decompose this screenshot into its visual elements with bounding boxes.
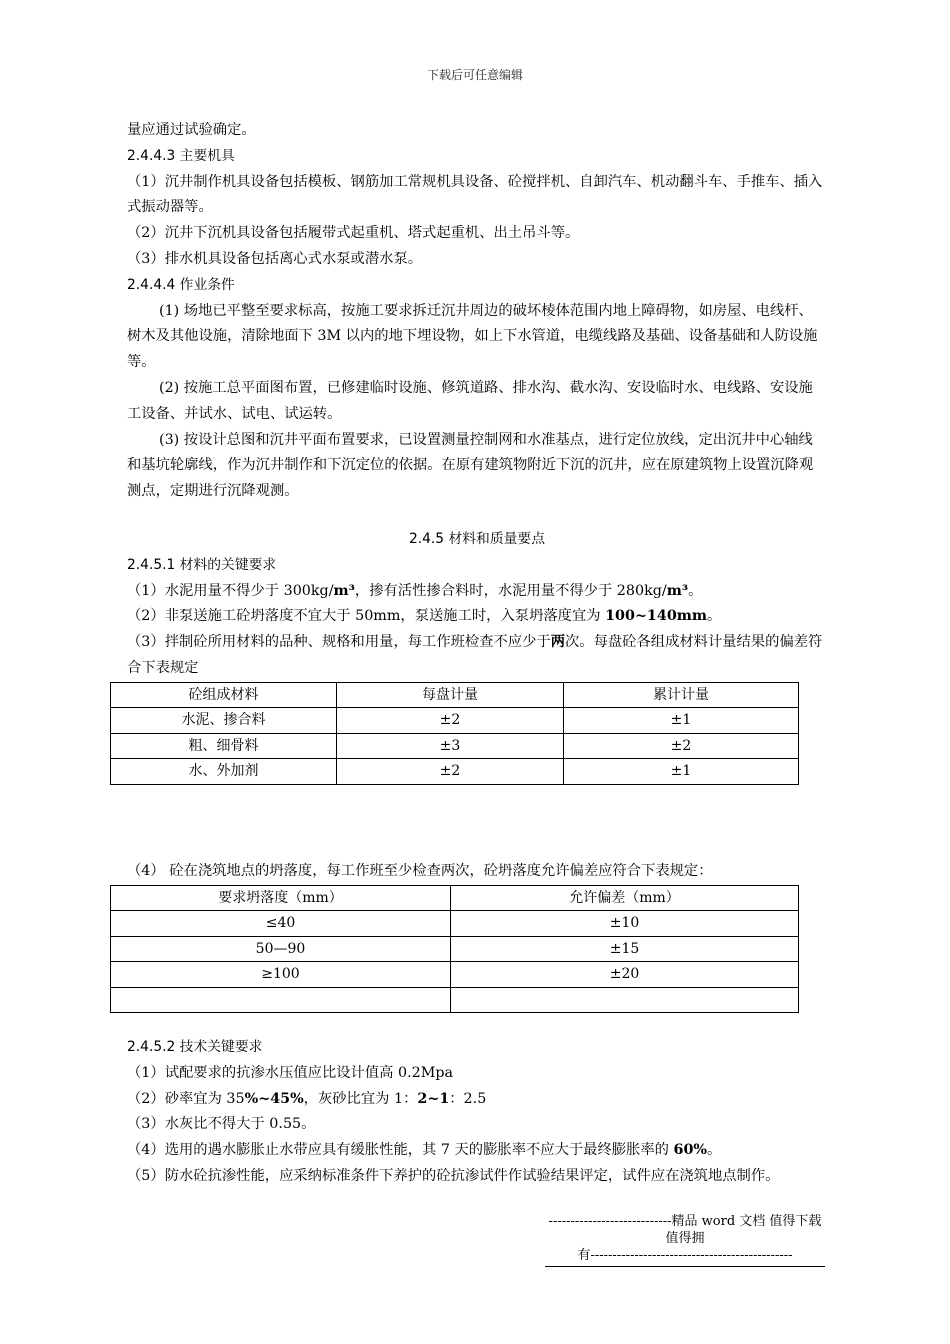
paragraph xyxy=(127,1087,827,1113)
slump-deviation-table xyxy=(110,885,799,1014)
text-run: （2）砂率宜为 35 xyxy=(127,1090,245,1107)
text-run: （1）水泥用量不得少于 300kg/ xyxy=(127,582,334,599)
table-row xyxy=(111,733,799,759)
table-row xyxy=(111,936,799,962)
bold-text: m³ xyxy=(666,582,689,599)
table-cell: 水泥、掺合料 xyxy=(111,708,337,734)
page-footer xyxy=(545,1213,825,1267)
section-heading: 2.4.5.1 材料的关键要求 xyxy=(127,556,277,573)
bold-text: %~45% xyxy=(244,1090,304,1107)
table-cell: 50—90 xyxy=(111,936,451,962)
section-heading: 2.4.5.2 技术关键要求 xyxy=(127,1039,263,1056)
table-row xyxy=(111,708,799,734)
table-cell xyxy=(451,987,799,1013)
table-cell: ±3 xyxy=(337,733,564,759)
table-cell: ±15 xyxy=(451,936,799,962)
text-run: （2）非泵送施工砼坍落度不宜大于 50mm，泵送施工时，入泵坍落度宜为 xyxy=(127,608,606,625)
paragraph: （4） 砼在浇筑地点的坍落度，每工作班至少检查两次，砼坍落度允许偏差应符合下表规定： xyxy=(127,862,713,879)
paragraph xyxy=(127,630,827,682)
table-cell: ±20 xyxy=(451,962,799,988)
text-run: 次。每盘砼各组成材料计量结果的偏差符合下表规定 xyxy=(127,634,823,676)
table-row xyxy=(111,759,799,785)
paragraph: （5）防水砼抗渗性能，应采纳标准条件下养护的砼抗渗试件作试验结果评定，试件应在浇筑地点制作。 xyxy=(127,1168,780,1185)
table-header-cell: 要求坍落度（mm） xyxy=(111,885,451,911)
table-cell: ≥100 xyxy=(111,962,451,988)
paragraph xyxy=(127,604,827,630)
table-header-row xyxy=(111,682,799,708)
table-cell: ±2 xyxy=(564,733,799,759)
bold-text: 两 xyxy=(550,634,565,651)
table-header-cell: 每盘计量 xyxy=(337,682,564,708)
text-run: ，灰砂比宜为 1： xyxy=(303,1090,418,1107)
table-header-row xyxy=(111,885,799,911)
paragraph xyxy=(127,1138,827,1164)
table-cell: ±1 xyxy=(564,759,799,785)
page-header: 下载后可任意编辑 xyxy=(426,68,523,82)
section-heading: 2.4.4.3 主要机具 xyxy=(127,147,235,164)
table-cell: ≤40 xyxy=(111,911,451,937)
table-header-cell: 砼组成材料 xyxy=(111,682,337,708)
document-body xyxy=(127,118,827,1190)
paragraph: （3）排水机具设备包括离心式水泵或潜水泵。 xyxy=(127,250,423,267)
table-row xyxy=(111,911,799,937)
paragraph: （1）沉井制作机具设备包括模板、钢筋加工常规机具设备、砼搅拌机、自卸汽车、机动翻斗车、手推车、插入式振动器等。 xyxy=(127,173,823,216)
paragraph: (1) 场地已平整至要求标高，按施工要求拆迁沉井周边的破坏棱体范围内地上障碍物，如房屋、电线杆、树木及其他设施，清除地面下 3M 以内的地下埋设物，如上下水管道，电缆线路及基础、设备基础和人防设施等。 xyxy=(127,302,818,371)
bold-text: 60% xyxy=(673,1142,707,1159)
text-run: 。 xyxy=(707,608,722,625)
paragraph: (2) 按施工总平面图布置，已修建临时设施、修筑道路、排水沟、截水沟、安设临时水、电线路、安设施工设备、并试水、试电、试运转。 xyxy=(127,379,813,422)
table-cell: 水、外加剂 xyxy=(111,759,337,785)
table-cell: ±2 xyxy=(337,759,564,785)
text-run: （4）选用的遇水膨胀止水带应具有缓胀性能，其 7 天的膨胀率不应大于最终膨胀率的 xyxy=(127,1142,674,1159)
footer-line: 有---------------------------------------------- xyxy=(545,1247,825,1267)
bold-text: 2~1 xyxy=(417,1090,450,1107)
bold-text: m³ xyxy=(333,582,355,599)
table-cell xyxy=(111,987,451,1013)
paragraph: (3) 按设计总图和沉井平面布置要求，已设置测量控制网和水准基点，进行定位放线，定出沉井中心轴线和基坑轮廓线，作为沉井制作和下沉定位的依据。在原有建筑物附近下沉的沉井，应在原建筑物上设置沉降观测点，定期进行沉降观测。 xyxy=(127,431,814,500)
paragraph: 量应通过试验确定。 xyxy=(127,122,256,138)
text-run: 。 xyxy=(707,1142,722,1159)
paragraph: （1）试配要求的抗渗水压值应比设计值高 0.2Mpa xyxy=(127,1064,454,1081)
table-cell: ±1 xyxy=(564,708,799,734)
table-cell: 粗、细骨料 xyxy=(111,733,337,759)
paragraph xyxy=(127,579,827,605)
footer-line: ----------------------------精品 word 文档 值得下载 值得拥 xyxy=(548,1214,822,1246)
paragraph: （2）沉井下沉机具设备包括履带式起重机、塔式起重机、出土吊斗等。 xyxy=(127,225,580,242)
text-run: ：2.5 xyxy=(449,1090,487,1107)
bold-text: 100~140mm xyxy=(605,608,708,625)
section-heading: 2.4.4.4 作业条件 xyxy=(127,276,235,293)
table-header-cell: 允许偏差（mm） xyxy=(451,885,799,911)
table-row xyxy=(111,962,799,988)
table-cell: ±10 xyxy=(451,911,799,937)
section-title: 2.4.5 材料和质量要点 xyxy=(408,530,546,547)
table-cell: ±2 xyxy=(337,708,564,734)
text-run: ，掺有活性掺合料时，水泥用量不得少于 280kg/ xyxy=(354,582,667,599)
table-header-cell: 累计计量 xyxy=(564,682,799,708)
material-deviation-table xyxy=(110,682,799,785)
text-run: 。 xyxy=(688,582,703,599)
text-run: （3）拌制砼所用材料的品种、规格和用量，每工作班检查不应少于 xyxy=(127,634,551,651)
table-row xyxy=(111,987,799,1013)
paragraph: （3）水灰比不得大于 0.55。 xyxy=(127,1116,316,1133)
